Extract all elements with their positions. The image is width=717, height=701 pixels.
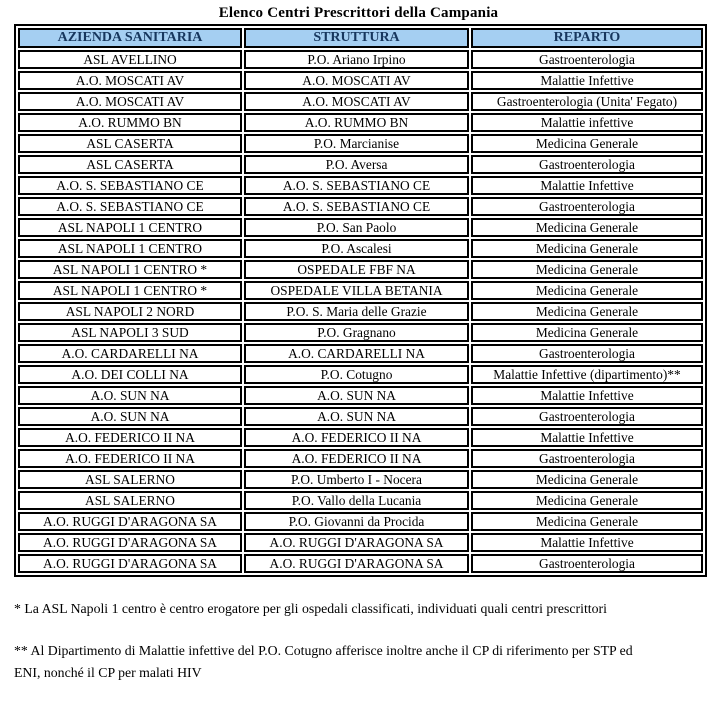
table-row <box>18 71 703 90</box>
table-row <box>18 92 703 111</box>
cell-azienda-sanitaria: ASL SALERNO <box>18 470 242 489</box>
column-header-struttura: STRUTTURA <box>244 28 469 48</box>
cell-reparto: Medicina Generale <box>471 491 703 510</box>
cell-struttura: A.O. SUN NA <box>244 407 469 426</box>
cell-reparto: Medicina Generale <box>471 512 703 531</box>
table-header <box>18 28 703 48</box>
table-row <box>18 491 703 510</box>
cell-struttura: P.O. Umberto I - Nocera <box>244 470 469 489</box>
cell-reparto: Gastroenterologia <box>471 344 703 363</box>
cell-reparto: Medicina Generale <box>471 470 703 489</box>
cell-reparto: Medicina Generale <box>471 281 703 300</box>
cell-azienda-sanitaria: ASL NAPOLI 1 CENTRO <box>18 239 242 258</box>
table-row <box>18 323 703 342</box>
cell-struttura: P.O. Cotugno <box>244 365 469 384</box>
cell-reparto: Medicina Generale <box>471 218 703 237</box>
cell-struttura: A.O. RUMMO BN <box>244 113 469 132</box>
cell-struttura: P.O. S. Maria delle Grazie <box>244 302 469 321</box>
cell-struttura: OSPEDALE VILLA BETANIA <box>244 281 469 300</box>
cell-azienda-sanitaria: A.O. FEDERICO II NA <box>18 428 242 447</box>
cell-azienda-sanitaria: A.O. RUGGI D'ARAGONA SA <box>18 554 242 573</box>
prescriber-centers-table <box>14 24 707 577</box>
cell-struttura: A.O. CARDARELLI NA <box>244 344 469 363</box>
cell-azienda-sanitaria: A.O. MOSCATI AV <box>18 92 242 111</box>
column-header-reparto: REPARTO <box>471 28 703 48</box>
cell-reparto: Gastroenterologia <box>471 407 703 426</box>
table-row <box>18 239 703 258</box>
cell-struttura: P.O. Ariano Irpino <box>244 50 469 69</box>
table-row <box>18 449 703 468</box>
cell-reparto: Medicina Generale <box>471 239 703 258</box>
cell-reparto: Gastroenterologia <box>471 449 703 468</box>
column-header-azienda-sanitaria: AZIENDA SANITARIA <box>18 28 242 48</box>
cell-struttura: A.O. MOSCATI AV <box>244 92 469 111</box>
cell-reparto: Malattie Infettive <box>471 428 703 447</box>
cell-struttura: A.O. S. SEBASTIANO CE <box>244 197 469 216</box>
table-row <box>18 344 703 363</box>
cell-struttura: P.O. Aversa <box>244 155 469 174</box>
table-header-row <box>18 28 703 48</box>
cell-struttura: P.O. Ascalesi <box>244 239 469 258</box>
table-body <box>18 50 703 573</box>
cell-azienda-sanitaria: ASL NAPOLI 2 NORD <box>18 302 242 321</box>
footnote-double-asterisk: ** Al Dipartimento di Malattie infettive del P.O. Cotugno afferisce inoltre anche il CP di riferimento per STP ed ENI, nonché il CP per malati HIV <box>14 643 633 680</box>
cell-azienda-sanitaria: ASL CASERTA <box>18 134 242 153</box>
cell-azienda-sanitaria: A.O. DEI COLLI NA <box>18 365 242 384</box>
table-row <box>18 365 703 384</box>
table-row <box>18 176 703 195</box>
table-row <box>18 533 703 552</box>
cell-struttura: A.O. S. SEBASTIANO CE <box>244 176 469 195</box>
page-title: Elenco Centri Prescrittori della Campania <box>218 5 499 21</box>
cell-azienda-sanitaria: A.O. SUN NA <box>18 386 242 405</box>
cell-struttura: A.O. RUGGI D'ARAGONA SA <box>244 554 469 573</box>
cell-reparto: Malattie Infettive <box>471 71 703 90</box>
cell-azienda-sanitaria: ASL NAPOLI 1 CENTRO <box>18 218 242 237</box>
cell-reparto: Malattie Infettive <box>471 533 703 552</box>
table-row <box>18 386 703 405</box>
table-row <box>18 50 703 69</box>
cell-azienda-sanitaria: A.O. S. SEBASTIANO CE <box>18 176 242 195</box>
cell-azienda-sanitaria: ASL NAPOLI 1 CENTRO * <box>18 281 242 300</box>
cell-azienda-sanitaria: A.O. CARDARELLI NA <box>18 344 242 363</box>
cell-reparto: Gastroenterologia <box>471 554 703 573</box>
table-row <box>18 428 703 447</box>
table-row <box>18 197 703 216</box>
cell-struttura: A.O. SUN NA <box>244 386 469 405</box>
cell-struttura: P.O. Vallo della Lucania <box>244 491 469 510</box>
cell-azienda-sanitaria: ASL SALERNO <box>18 491 242 510</box>
cell-reparto: Medicina Generale <box>471 260 703 279</box>
cell-azienda-sanitaria: A.O. SUN NA <box>18 407 242 426</box>
cell-struttura: OSPEDALE FBF NA <box>244 260 469 279</box>
table-row <box>18 218 703 237</box>
cell-reparto: Gastroenterologia (Unita' Fegato) <box>471 92 703 111</box>
cell-azienda-sanitaria: ASL CASERTA <box>18 155 242 174</box>
cell-azienda-sanitaria: A.O. FEDERICO II NA <box>18 449 242 468</box>
cell-azienda-sanitaria: A.O. RUGGI D'ARAGONA SA <box>18 533 242 552</box>
cell-azienda-sanitaria: A.O. S. SEBASTIANO CE <box>18 197 242 216</box>
footnote-asterisk: * La ASL Napoli 1 centro è centro erogatore per gli ospedali classificati, individuati quali centri prescrittori <box>14 601 607 616</box>
cell-struttura: A.O. RUGGI D'ARAGONA SA <box>244 533 469 552</box>
table-row <box>18 281 703 300</box>
table-row <box>18 512 703 531</box>
cell-struttura: A.O. FEDERICO II NA <box>244 428 469 447</box>
cell-struttura: P.O. Gragnano <box>244 323 469 342</box>
cell-azienda-sanitaria: A.O. MOSCATI AV <box>18 71 242 90</box>
cell-reparto: Gastroenterologia <box>471 155 703 174</box>
table-row <box>18 155 703 174</box>
cell-reparto: Gastroenterologia <box>471 50 703 69</box>
cell-azienda-sanitaria: A.O. RUGGI D'ARAGONA SA <box>18 512 242 531</box>
cell-struttura: P.O. Giovanni da Procida <box>244 512 469 531</box>
table-row <box>18 470 703 489</box>
cell-struttura: A.O. FEDERICO II NA <box>244 449 469 468</box>
cell-azienda-sanitaria: ASL AVELLINO <box>18 50 242 69</box>
cell-reparto: Gastroenterologia <box>471 197 703 216</box>
table-row <box>18 302 703 321</box>
cell-reparto: Malattie Infettive (dipartimento)** <box>471 365 703 384</box>
cell-struttura: P.O. Marcianise <box>244 134 469 153</box>
cell-reparto: Medicina Generale <box>471 302 703 321</box>
cell-reparto: Malattie infettive <box>471 113 703 132</box>
table-row <box>18 260 703 279</box>
cell-reparto: Malattie Infettive <box>471 386 703 405</box>
cell-struttura: A.O. MOSCATI AV <box>244 71 469 90</box>
table-row <box>18 113 703 132</box>
cell-struttura: P.O. San Paolo <box>244 218 469 237</box>
table-row <box>18 554 703 573</box>
table-row <box>18 134 703 153</box>
table-row <box>18 407 703 426</box>
cell-azienda-sanitaria: A.O. RUMMO BN <box>18 113 242 132</box>
cell-reparto: Medicina Generale <box>471 323 703 342</box>
cell-reparto: Medicina Generale <box>471 134 703 153</box>
cell-azienda-sanitaria: ASL NAPOLI 3 SUD <box>18 323 242 342</box>
cell-azienda-sanitaria: ASL NAPOLI 1 CENTRO * <box>18 260 242 279</box>
cell-reparto: Malattie Infettive <box>471 176 703 195</box>
